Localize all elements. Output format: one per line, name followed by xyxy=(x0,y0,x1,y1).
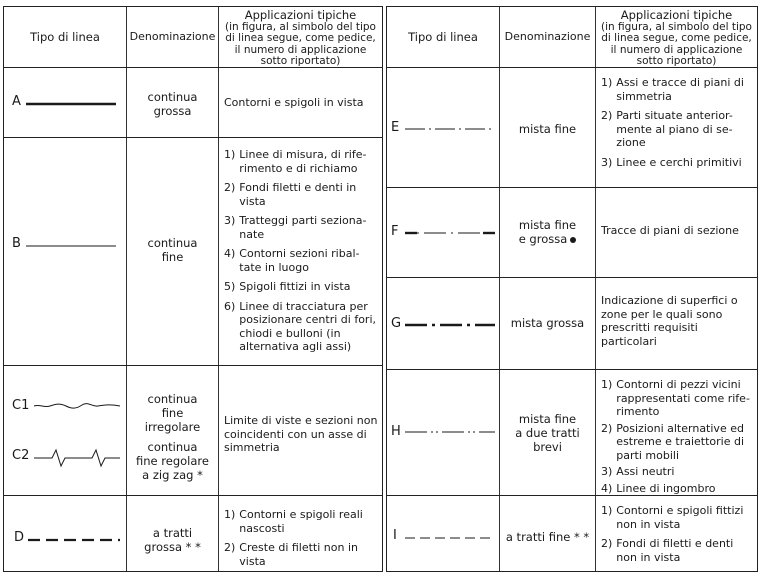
row-f-denom-line1: mista fine xyxy=(518,218,577,232)
row-i-app-2 xyxy=(601,537,753,564)
row-i-type-cell xyxy=(387,496,499,571)
row-a xyxy=(4,67,382,137)
line-code-h: H xyxy=(391,424,401,439)
right-header-row xyxy=(387,7,757,67)
line-code-e: E xyxy=(391,120,400,135)
row-h-type-cell xyxy=(387,370,499,495)
row-g-denom xyxy=(500,316,595,330)
row-a-type-cell xyxy=(4,68,126,137)
row-c xyxy=(4,365,382,495)
line-sample-e xyxy=(405,127,495,131)
row-g-type-cell xyxy=(387,278,499,369)
row-h-apps-cell xyxy=(595,370,757,495)
line-sample-d xyxy=(28,538,120,542)
row-a-apps-cell xyxy=(218,68,382,137)
row-e-app-3-num: 3) xyxy=(601,155,613,169)
header-denomination-cell xyxy=(126,7,218,67)
row-c1-denom-line1: continua xyxy=(147,392,198,406)
row-a-denom-cell xyxy=(126,68,218,137)
row-b-app-6-num: 6) xyxy=(224,299,236,313)
row-h-denom xyxy=(500,412,595,454)
row-e-app-1-text: Assi e tracce di piani di simmetria xyxy=(616,76,744,103)
row-c1-denom xyxy=(127,392,218,434)
row-g-denom-cell xyxy=(499,278,595,369)
row-h-app-3-num: 3) xyxy=(601,465,613,478)
row-d-apps-cell xyxy=(218,496,382,571)
row-f-apps-cell xyxy=(595,188,757,277)
row-b-app-3-text: Tratteggi parti seziona- nate xyxy=(239,214,367,241)
row-g-apps: Indicazione di superfici o zone per le quali sono prescritti requisiti particolari xyxy=(601,294,738,348)
row-g-apps-cell xyxy=(595,278,757,369)
row-a-denom-line1: continua xyxy=(147,90,198,104)
row-e-apps-cell xyxy=(595,68,757,187)
row-e-app-1-num: 1) xyxy=(601,76,613,89)
row-i-apps xyxy=(601,504,753,570)
line-code-c1: C1 xyxy=(12,398,30,413)
row-c-apps-cell xyxy=(218,366,382,495)
row-c-type-cell xyxy=(4,366,126,495)
row-c-denom-cell xyxy=(126,366,218,495)
row-b-app-1-text: Linee di misura, di rife- rimento e di richiamo xyxy=(239,148,367,175)
row-b-app-2-num: 2) xyxy=(224,181,236,194)
line-sample-f xyxy=(405,230,495,236)
row-e-app-2-text: Parti situate anterior- mente al piano di se- zione xyxy=(616,109,733,149)
line-code-i: I xyxy=(393,528,397,543)
header-applications-note-1: (in figura, al simbolo del tipo xyxy=(225,20,376,33)
row-b-type-cell xyxy=(4,138,126,365)
row-d-app-2 xyxy=(224,541,378,568)
row-b-app-6-text: Linee di tracciatura per posizionare centri di fori, chiodi e bulloni (in alternativa agli assi) xyxy=(239,299,377,353)
row-f-type-cell xyxy=(387,188,499,277)
line-code-b: B xyxy=(12,236,21,251)
row-f-denom-line2: e grossa xyxy=(518,232,568,246)
header-applications-note-2: di linea segue, come pedice, xyxy=(225,32,376,44)
row-h-denom-line3: brevi xyxy=(533,440,562,454)
row-h-app-3 xyxy=(601,465,753,479)
row-h-denom-line2: a due tratti xyxy=(515,426,580,440)
row-b-app-4 xyxy=(224,247,378,274)
line-sample-a xyxy=(26,102,116,106)
row-i-apps-cell xyxy=(595,496,757,571)
row-h-denom-cell xyxy=(499,370,595,495)
row-b-app-5 xyxy=(224,280,378,294)
line-sample-h xyxy=(405,430,495,434)
row-f-apps: Tracce di piani di sezione xyxy=(601,224,739,237)
row-b-app-5-num: 5) xyxy=(224,280,236,293)
row-d-denom-cell xyxy=(126,496,218,571)
row-i-app-2-num: 2) xyxy=(601,537,613,550)
header-applications xyxy=(221,10,380,68)
row-b-denom-cell xyxy=(126,138,218,365)
row-e-app-3-text: Linee e cerchi primitivi xyxy=(616,155,742,169)
row-e-app-2 xyxy=(601,109,753,150)
header-type: Tipo di linea xyxy=(30,30,100,44)
row-e-denom-line1: mista fine xyxy=(518,122,577,136)
r-header-applications-note-4: sotto riportato) xyxy=(636,55,717,67)
row-i-app-1-text: Contorni e spigoli fittizi non in vista xyxy=(616,504,744,531)
row-h-denom-line1: mista fine xyxy=(518,412,577,426)
row-b-app-2-text: Fondi filetti e denti in vista xyxy=(239,181,357,208)
left-table xyxy=(3,6,383,572)
row-h-app-3-text: Assi neutri xyxy=(616,465,675,478)
row-i xyxy=(387,495,757,571)
row-b-apps-cell xyxy=(218,138,382,365)
header-applications-note-4: sotto riportato) xyxy=(260,55,341,67)
row-i-denom-line1: a tratti fine * * xyxy=(505,530,590,544)
row-b-app-3-num: 3) xyxy=(224,214,236,227)
row-b-app-4-num: 4) xyxy=(224,247,236,260)
row-d-app-2-num: 2) xyxy=(224,541,236,554)
row-b-apps xyxy=(224,148,378,360)
row-i-denom-cell xyxy=(499,496,595,571)
r-header-denomination: Denominazione xyxy=(504,30,591,43)
row-e-apps xyxy=(601,76,753,175)
header-denomination: Denominazione xyxy=(129,30,216,43)
row-h-app-4-text: Linee di ingombro xyxy=(616,481,716,495)
row-d-app-2-text: Creste di filetti non in vista xyxy=(239,541,358,568)
row-b-app-1 xyxy=(224,148,378,175)
row-d-denom-line1: a tratti xyxy=(152,526,193,540)
row-e-app-2-num: 2) xyxy=(601,109,613,122)
row-h-app-2-text: Posizioni alternative ed estreme e traiettorie di parti mobili xyxy=(616,421,745,462)
row-f-denom-line2-wrap xyxy=(500,232,595,246)
row-a-apps: Contorni e spigoli in vista xyxy=(224,96,364,109)
row-h-app-4-num: 4) xyxy=(601,481,613,495)
row-c2-denom-line1: continua xyxy=(147,440,198,454)
r-header-applications-note-1: (in figura, al simbolo del tipo xyxy=(601,20,752,33)
r-header-applications-note-3: il numero di applicazione xyxy=(610,43,743,56)
row-a-denom xyxy=(127,90,218,118)
line-code-d: D xyxy=(14,530,25,545)
row-b-app-6 xyxy=(224,300,378,354)
r-header-applications xyxy=(598,10,755,68)
row-b-denom-line2: fine xyxy=(161,250,184,264)
row-e xyxy=(387,67,757,187)
line-code-a: A xyxy=(12,94,21,109)
row-c2-denom-line2: fine regolare xyxy=(136,454,209,468)
r-header-applications-note-2: di linea segue, come pedice, xyxy=(601,32,752,44)
row-b-app-1-num: 1) xyxy=(224,148,236,161)
row-b-app-3 xyxy=(224,214,378,241)
line-sample-c2 xyxy=(34,446,120,470)
row-b-app-5-text: Spigoli fittizi in vista xyxy=(239,280,351,293)
row-i-denom xyxy=(500,530,595,544)
row-e-denom-cell xyxy=(499,68,595,187)
row-i-app-1 xyxy=(601,504,753,531)
line-sample-i xyxy=(405,536,495,540)
row-c2-denom xyxy=(127,440,218,482)
header-type-cell xyxy=(4,7,126,67)
left-header-row xyxy=(4,7,382,67)
line-code-f: F xyxy=(391,224,399,239)
row-b-denom xyxy=(127,236,218,264)
row-b-app-2 xyxy=(224,181,378,208)
row-h-app-1-num: 1) xyxy=(601,378,613,391)
row-h-app-1-text: Contorni di pezzi vicini rappresentati come rife- rimento xyxy=(616,378,750,418)
bullet-dot-icon xyxy=(570,237,576,243)
row-h-app-2-num: 2) xyxy=(601,421,613,435)
row-d-app-1-num: 1) xyxy=(224,508,236,521)
r-header-applications-title: Applicazioni tipiche xyxy=(620,8,733,22)
row-d-type-cell xyxy=(4,496,126,571)
row-e-app-1 xyxy=(601,76,753,103)
row-h-apps xyxy=(601,378,753,498)
row-d-app-1-text: Contorni e spigoli reali nascosti xyxy=(239,508,363,535)
row-f-denom-cell xyxy=(499,188,595,277)
line-sample-c1 xyxy=(34,401,120,411)
row-h xyxy=(387,369,757,495)
row-g-denom-line1: mista grossa xyxy=(510,316,585,330)
row-f-denom xyxy=(500,218,595,246)
row-e-denom xyxy=(500,122,595,136)
header-applications-cell xyxy=(218,7,382,67)
row-d-denom-line2: grossa * * xyxy=(144,540,201,554)
row-b-app-4-text: Contorni sezioni ribal- tate in luogo xyxy=(239,247,360,274)
row-h-app-2 xyxy=(601,422,753,463)
row-e-type-cell xyxy=(387,68,499,187)
line-code-g: G xyxy=(391,316,402,331)
row-d-denom xyxy=(127,526,218,554)
row-c-apps: Limite di viste e sezioni non coincidenti con un asse di simmetria xyxy=(224,414,378,454)
row-d-apps xyxy=(224,508,378,574)
line-code-c2: C2 xyxy=(12,448,30,463)
r-header-denomination-cell xyxy=(499,7,595,67)
row-i-app-1-num: 1) xyxy=(601,504,613,517)
row-c2-denom-line3: a zig zag * xyxy=(142,468,203,482)
row-h-app-1 xyxy=(601,378,753,419)
row-h-app-4 xyxy=(601,482,753,496)
r-header-type-cell xyxy=(387,7,499,67)
row-g xyxy=(387,277,757,369)
row-b-denom-line1: continua xyxy=(147,236,198,250)
row-c1-denom-line2: fine xyxy=(161,406,184,420)
row-i-app-2-text: Fondi di filetti e denti non in vista xyxy=(616,537,734,564)
header-applications-note-3: il numero di applicazione xyxy=(234,43,367,56)
right-table xyxy=(386,6,758,572)
row-d-app-1 xyxy=(224,508,378,535)
line-sample-g xyxy=(405,322,495,328)
row-f xyxy=(387,187,757,277)
row-a-denom-line2: grossa xyxy=(153,104,192,118)
r-header-applications-cell xyxy=(595,7,757,67)
row-d xyxy=(4,495,382,571)
line-sample-b xyxy=(26,244,116,248)
row-b xyxy=(4,137,382,365)
row-e-app-3 xyxy=(601,156,753,170)
header-applications-title: Applicazioni tipiche xyxy=(244,8,357,22)
row-c1-denom-line3: irregolare xyxy=(144,420,201,434)
r-header-type: Tipo di linea xyxy=(408,30,478,44)
